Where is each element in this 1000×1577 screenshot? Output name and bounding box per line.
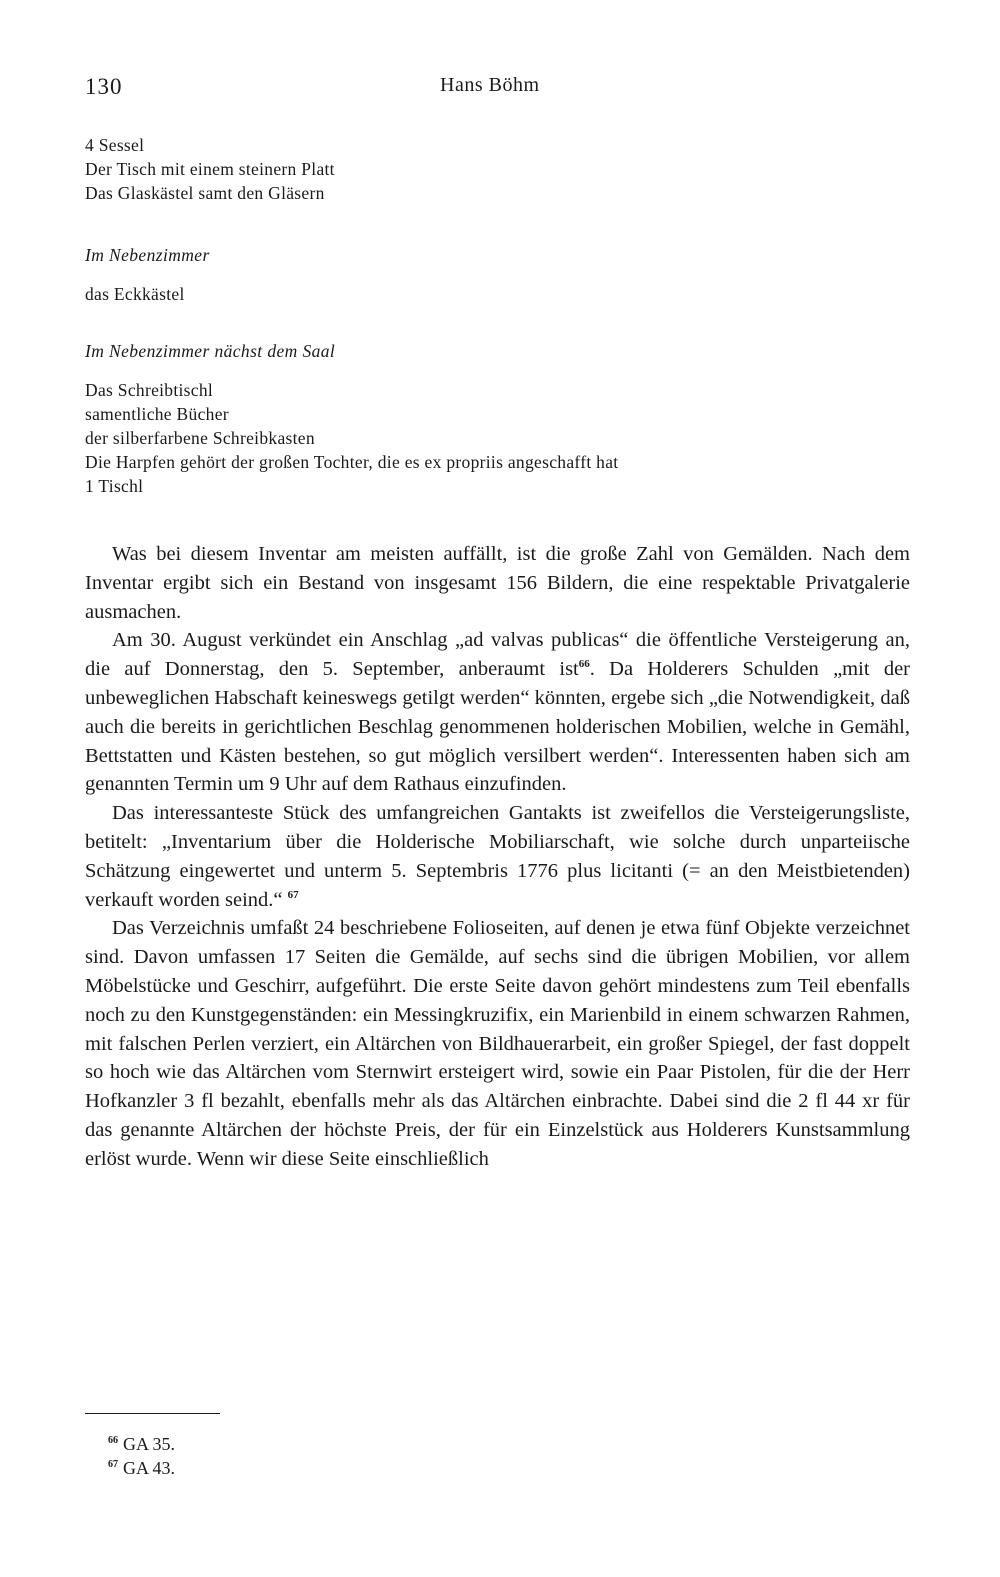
footnote-text: GA 43. xyxy=(123,1458,176,1478)
list-item: Der Tisch mit einem steinern Platt xyxy=(85,159,335,179)
paragraph-text: Am 30. August verkündet ein Anschlag „ad valvas publicas“ die öffentliche Versteigerung an, die auf Donnerstag, den 5. September, anberaumt ist xyxy=(85,629,910,681)
paragraph: Das Verzeichnis umfaßt 24 beschriebene Folioseiten, auf denen je etwa fünf Objekte verzeichnet sind. Davon umfassen 17 Seiten die Gemälde, auf sechs sind die übrigen Mobilien, vor allem Möbelstücke und Geschirr, aufgeführt. Die erste Seite davon gehört mindestens zum Teil ebenfalls noch zu den Kunstgegenständen: ein Messingkruzifix, ein Marienbild in einem schwarzen Rahmen, mit falschen Perlen verziert, ein Altärchen von Bildhauerarbeit, ein großer Spiegel, der fast doppelt so hoch wie das Altärchen vom Sternwirt ersteigert wird, sowie ein Paar Pistolen, für die der Herr Hofkanzler 3 fl bezahlt, ebenfalls mehr als das Altärchen einbrachte. Dabei sind die 2 fl 44 xr für das genannte Altärchen der höchste Preis, der für ein Einzelstück aus Holderers Kunstsammlung erlöst wurde. Wenn wir diese Seite einschließlich xyxy=(85,917,910,1170)
footnotes xyxy=(108,1432,175,1480)
list-item: samentliche Bücher xyxy=(85,404,229,424)
page-header xyxy=(85,74,910,114)
list-item: Das Glaskästel samt den Gläsern xyxy=(85,183,325,203)
footnote xyxy=(108,1432,175,1456)
inventory-list-a xyxy=(85,133,910,205)
list-item: 4 Sessel xyxy=(85,135,145,155)
footnote-ref: 67 xyxy=(287,888,299,901)
paragraph xyxy=(85,799,910,914)
footnote-mark: 66 xyxy=(108,1435,118,1446)
paragraph: Was bei diesem Inventar am meisten auffällt, ist die große Zahl von Gemälden. Nach dem Inventar ergibt sich ein Bestand von insgesamt 156 Bildern, die eine respektable Privatgalerie ausmachen. xyxy=(85,543,910,623)
footnote-mark: 67 xyxy=(108,1459,118,1470)
footnote-ref: 66 xyxy=(578,658,590,671)
inventory-list-room-1 xyxy=(85,282,910,306)
footnote-text: GA 35. xyxy=(123,1434,176,1454)
page-number: 130 xyxy=(85,74,123,99)
list-item: Das Schreibtischl xyxy=(85,380,214,400)
footnote-divider xyxy=(85,1413,220,1414)
footnote xyxy=(108,1456,175,1480)
list-item: Die Harpfen gehört der großen Tochter, die es ex propriis angeschafft hat xyxy=(85,452,619,472)
list-item: 1 Tischl xyxy=(85,476,144,496)
list-item: der silberfarbene Schreibkasten xyxy=(85,428,315,448)
room-heading-nebenzimmer-saal: Im Nebenzimmer nächst dem Saal xyxy=(85,341,336,361)
paragraph-text: . Da Holderers Schulden „mit der unbeweglichen Habschaft keineswegs getilgt werden“ könnten, ergebe sich „die Notwendigkeit, daß auch die bereits in gerichtlichen Beschlag genommenen holderischen Mobilien, welche in Gemähl, Bettstatten und Kästen bestehen, so gut möglich versilbert werden“. Interessenten haben sich am genannten Termin um 9 Uhr auf dem Rathaus einzufinden. xyxy=(85,658,910,796)
paragraph-text: Das interessanteste Stück des umfangreichen Gantakts ist zweifellos die Versteigerungsliste, betitelt: „Inventarium über die Holderische Mobiliarschaft, wie solche durch unparteiische Schätzung eingewertet und unterm 5. Septembris 1776 plus licitanti (= an den Meistbietenden) verkauft worden seind.“ xyxy=(85,802,910,911)
room-heading-nebenzimmer: Im Nebenzimmer xyxy=(85,245,210,265)
paragraph xyxy=(85,626,910,799)
inventory-list-room-2 xyxy=(85,378,910,498)
running-head: Hans Böhm xyxy=(440,74,540,96)
list-item: das Eckkästel xyxy=(85,284,185,304)
body-text xyxy=(85,540,910,1174)
